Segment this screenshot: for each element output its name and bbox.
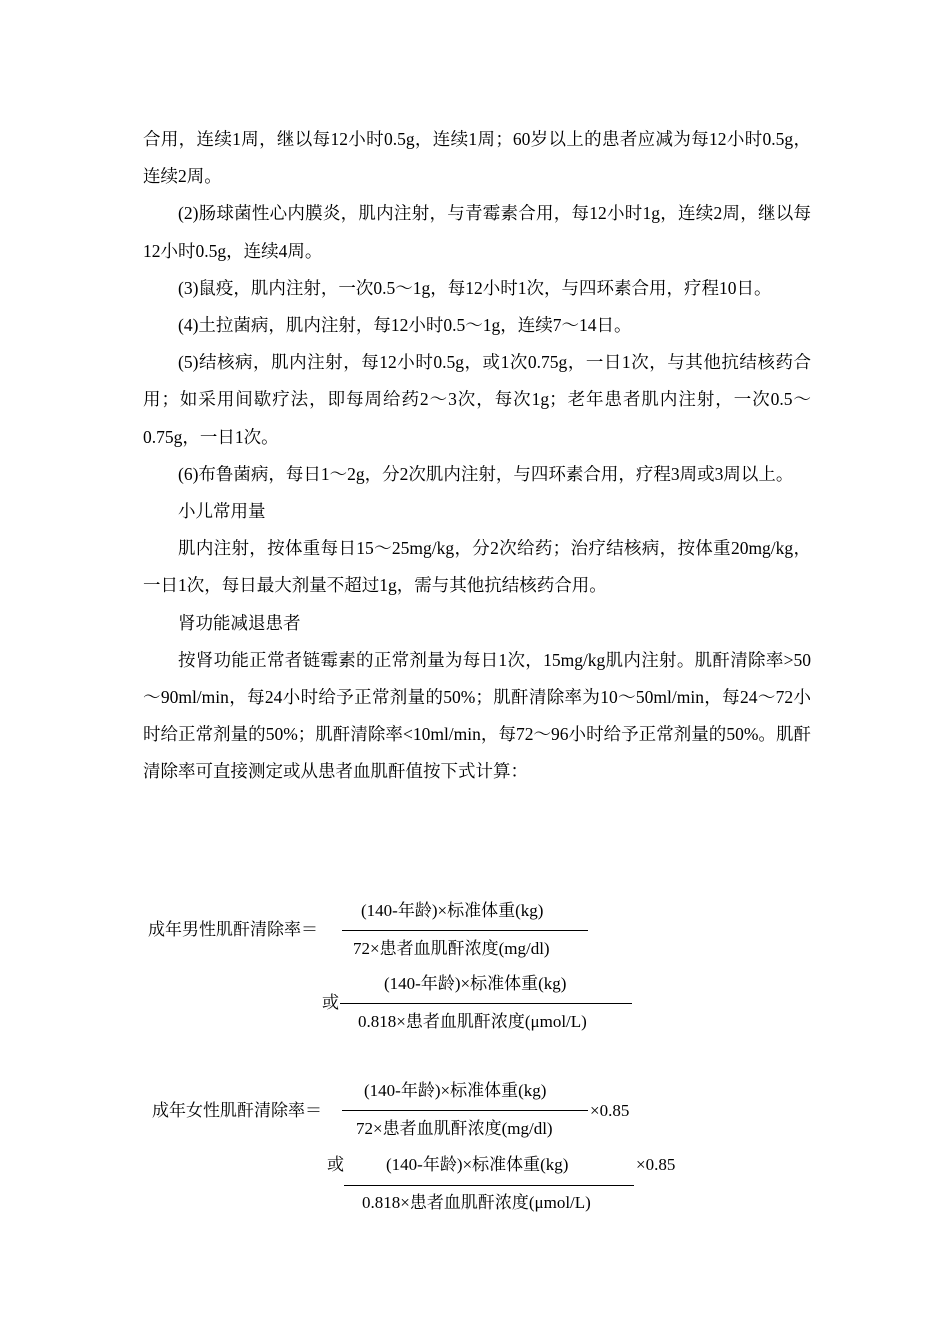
male-alt-fraction-bar <box>340 1003 632 1004</box>
paragraph-tularemia: (4)土拉菌病，肌内注射，每12小时0.5～1g，连续7～14日。 <box>178 315 632 336</box>
female-fraction-bar <box>342 1110 588 1111</box>
male-alt-numerator: (140-年龄)×标准体重(kg) <box>384 974 567 993</box>
heading-pediatric-dose: 小儿常用量 <box>178 501 266 522</box>
paragraph-brucellosis: (6)布鲁菌病，每日1～2g，分2次肌内注射，与四环素合用，疗程3周或3周以上。 <box>178 463 794 484</box>
paragraph-tuberculosis: (5)结核病，肌内注射，每12小时0.5g，或1次0.75g，一日1次，与其他抗结核药合用；如采用间歇疗法，即每周给药2～3次，每次1g；老年患者肌内注射，一次0.5～0.75g，一日1次。 <box>143 352 811 447</box>
male-formula-numerator: (140-年龄)×标准体重(kg) <box>361 901 544 920</box>
paragraph-renal-impairment: 按肾功能正常者链霉素的正常剂量为每日1次，15mg/kg肌内注射。肌酐清除率>50～90ml/min，每24小时给予正常剂量的50%；肌酐清除率为10～50ml/min，每24～72小时给正常剂量的50%；肌酐清除率<10ml/min，每72～96小时给予正常剂量的50%。肌酐清除率可直接测定或从患者血肌酐值按下式计算： <box>143 649 811 782</box>
paragraph-continuation: 合用，连续1周，继以每12小时0.5g，连续1周；60岁以上的患者应减为每12小时0.5g，连续2周。 <box>143 129 811 187</box>
female-alt-fraction-bar <box>344 1185 634 1186</box>
female-formula-label: 成年女性肌酐清除率＝ <box>152 1101 322 1120</box>
paragraph-enterococcal-endocarditis: (2)肠球菌性心内膜炎，肌内注射，与青霉素合用，每12小时1g，连续2周，继以每12小时0.5g，连续4周。 <box>143 203 811 261</box>
male-alt-denominator: 0.818×患者血肌酐浓度(μmol/L) <box>358 1012 587 1031</box>
female-formula-numerator: (140-年龄)×标准体重(kg) <box>364 1081 547 1100</box>
female-alt-prefix: 或 <box>327 1155 344 1174</box>
female-alt-factor: ×0.85 <box>636 1155 676 1174</box>
male-formula-denominator: 72×患者血肌酐浓度(mg/dl) <box>353 939 550 958</box>
paragraph-pediatric-dose: 肌内注射，按体重每日15～25mg/kg，分2次给药；治疗结核病，按体重20mg/kg，一日1次，每日最大剂量不超过1g，需与其他抗结核药合用。 <box>143 538 811 596</box>
female-formula-factor: ×0.85 <box>590 1101 630 1120</box>
female-alt-numerator: (140-年龄)×标准体重(kg) <box>386 1155 569 1174</box>
heading-renal-impairment: 肾功能减退患者 <box>178 612 301 633</box>
male-alt-prefix: 或 <box>322 993 339 1012</box>
male-formula-label: 成年男性肌酐清除率＝ <box>148 920 318 939</box>
female-alt-denominator: 0.818×患者血肌酐浓度(μmol/L) <box>362 1193 591 1212</box>
paragraph-plague: (3)鼠疫，肌内注射，一次0.5～1g，每12小时1次，与四环素合用，疗程10日。 <box>178 277 772 298</box>
female-formula-denominator: 72×患者血肌酐浓度(mg/dl) <box>356 1119 553 1138</box>
male-fraction-bar <box>342 930 588 931</box>
